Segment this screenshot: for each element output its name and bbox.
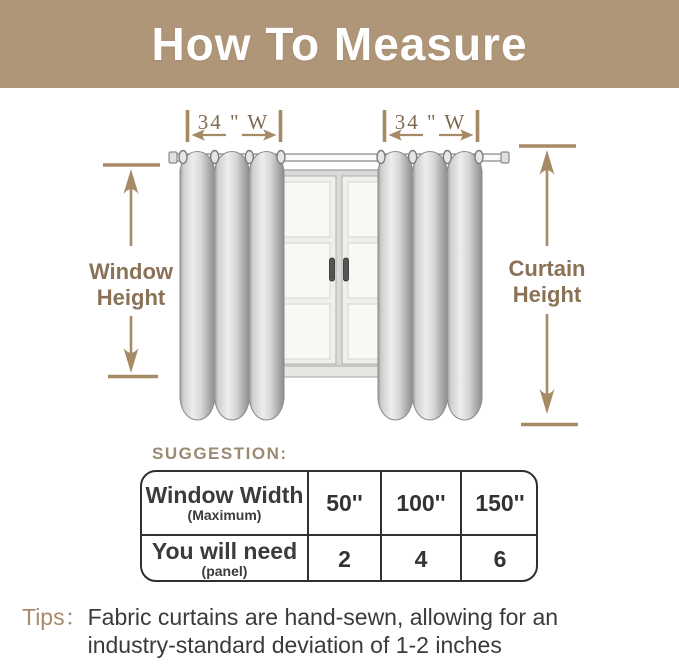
table-cell bbox=[380, 534, 460, 582]
measure-diagram bbox=[0, 88, 679, 440]
row-subheader-text: (panel) bbox=[201, 563, 248, 580]
right-width-label: 34 " W bbox=[394, 110, 467, 134]
cell-value: 100'' bbox=[396, 489, 446, 516]
tips-label: Tips： bbox=[22, 604, 88, 630]
cell-value: 50'' bbox=[326, 489, 363, 516]
page-title: How To Measure bbox=[151, 18, 528, 70]
row-header-text: You will need bbox=[151, 538, 298, 565]
table-row-header bbox=[142, 472, 307, 534]
row-subheader-text: (Maximum) bbox=[187, 507, 262, 524]
curtain-panel-right bbox=[377, 151, 483, 421]
window-height-label-line2: Height bbox=[96, 285, 166, 310]
cell-value: 150'' bbox=[475, 489, 525, 516]
tips-text bbox=[88, 603, 558, 659]
tips-line1: Fabric curtains are hand-sewn, allowing for an bbox=[87, 604, 559, 630]
table-row-header bbox=[142, 534, 307, 582]
row-header-text: Window Width bbox=[145, 482, 304, 509]
suggestion-table bbox=[140, 470, 538, 582]
cell-value: 2 bbox=[338, 545, 351, 572]
tips-line2: industry-standard deviation of 1-2 inches bbox=[87, 632, 502, 658]
curtain-panel-left bbox=[179, 151, 285, 421]
curtain-height-label-line2: Height bbox=[512, 282, 582, 307]
tips-section bbox=[22, 603, 672, 659]
table-cell bbox=[307, 534, 380, 582]
table-cell bbox=[307, 472, 380, 534]
curtain-height-label-line1: Curtain bbox=[508, 256, 586, 281]
table-cell bbox=[460, 472, 538, 534]
suggestion-label: SUGGESTION: bbox=[152, 444, 288, 463]
cell-value: 4 bbox=[414, 545, 428, 572]
cell-value: 6 bbox=[493, 545, 507, 572]
table-cell bbox=[460, 534, 538, 582]
table-cell bbox=[380, 472, 460, 534]
window-height-label-line1: Window bbox=[88, 259, 174, 284]
title-banner bbox=[0, 0, 679, 88]
left-width-label: 34 " W bbox=[197, 110, 270, 134]
